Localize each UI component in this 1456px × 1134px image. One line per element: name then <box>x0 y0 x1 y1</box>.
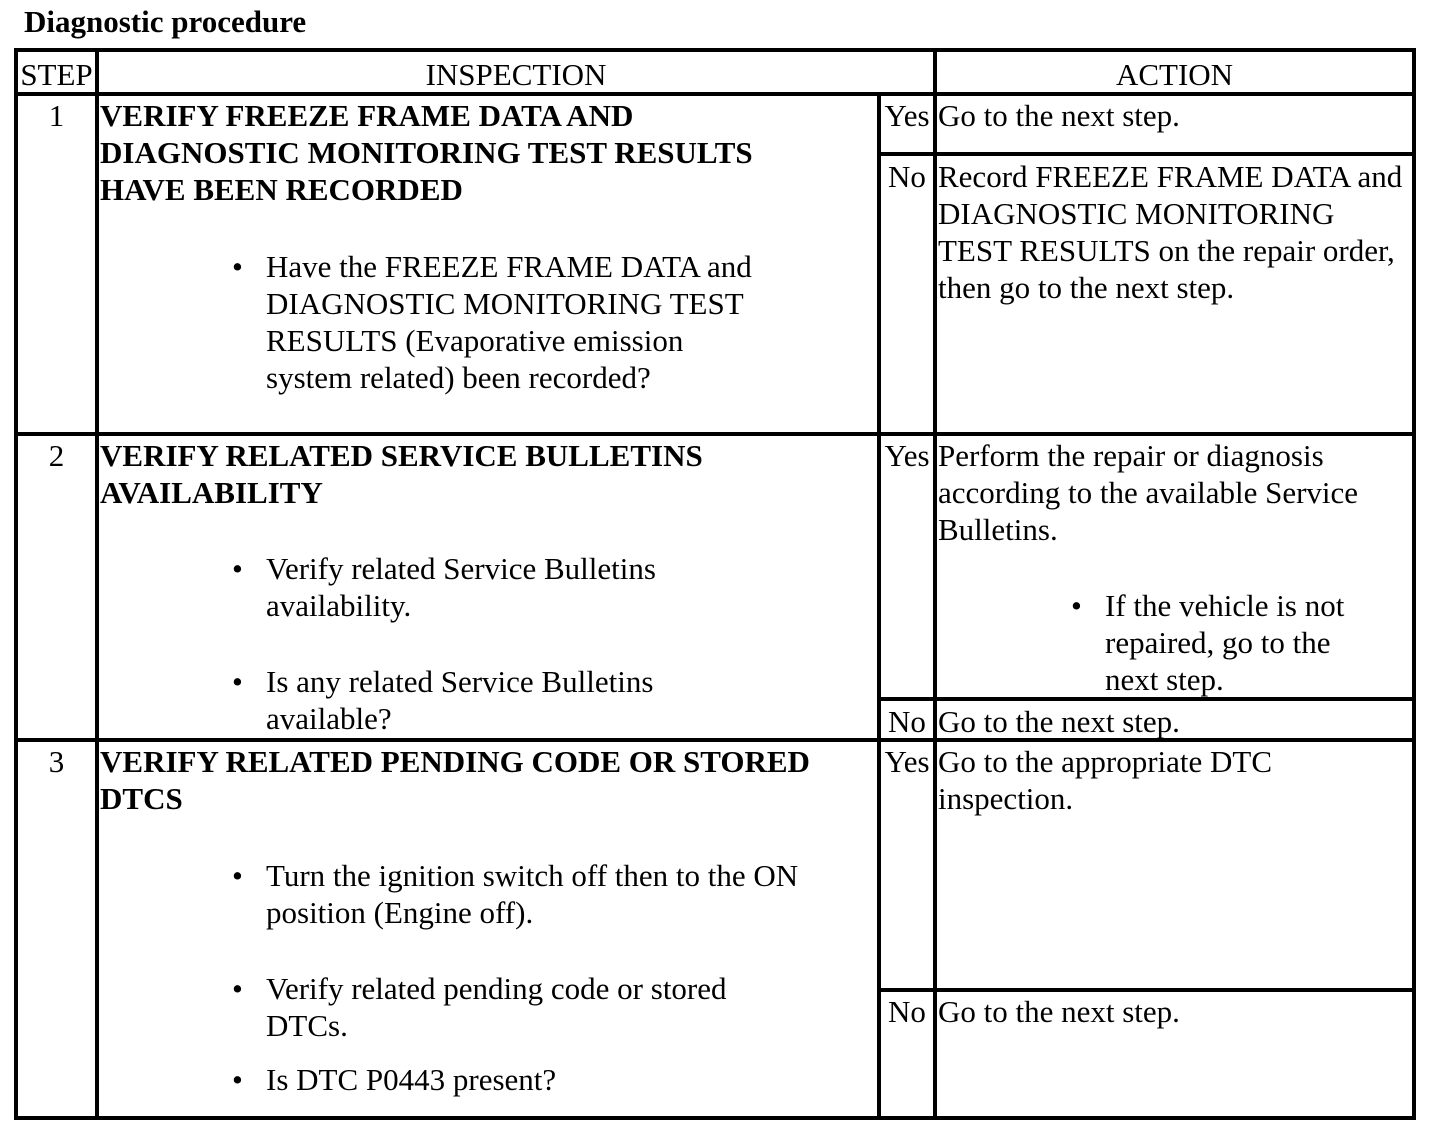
inspection-item: • Is any related Service Bulletins available? <box>232 663 772 737</box>
inspection-item: • Verify related pending code or stored DTCs. <box>232 970 812 1044</box>
step-heading: VERIFY RELATED SERVICE BULLETINS AVAILABILITY <box>100 438 703 510</box>
yes-label: Yes <box>884 744 930 779</box>
grid-line <box>95 52 99 1116</box>
yes-action: Go to the appropriate DTC inspection. <box>938 744 1273 816</box>
step-number: 2 <box>48 438 65 473</box>
no-label: No <box>888 994 926 1029</box>
inspection-item: • Have the FREEZE FRAME DATA and DIAGNOSTIC MONITORING TEST RESULTS (Evaporative emission system related) been recorded? <box>232 248 772 396</box>
no-action: Go to the next step. <box>938 994 1180 1029</box>
header-inspection: INSPECTION <box>425 57 607 92</box>
step-heading: VERIFY FREEZE FRAME DATA AND DIAGNOSTIC MONITORING TEST RESULTS HAVE BEEN RECORDED <box>100 98 753 207</box>
action-item: • If the vehicle is not repaired, go to the next step. <box>1071 587 1371 698</box>
yes-label: Yes <box>884 98 930 133</box>
step-number: 1 <box>48 98 65 133</box>
document-title: Diagnostic procedure <box>24 4 307 39</box>
inspection-list <box>232 248 772 396</box>
yes-label: Yes <box>884 438 930 473</box>
inspection-item: • Turn the ignition switch off then to the ON position (Engine off). <box>232 857 812 931</box>
header-step: STEP <box>20 57 93 92</box>
grid-line <box>879 152 1412 156</box>
yes-action: Perform the repair or diagnosis according to the available Service Bulletins. <box>938 438 1359 547</box>
grid-line <box>877 93 881 1116</box>
inspection-item: • Verify related Service Bulletins availability. <box>232 550 772 624</box>
step-number: 3 <box>48 744 65 779</box>
inspection-item: • Is DTC P0443 present? <box>232 1061 812 1098</box>
grid-line <box>18 432 1412 436</box>
no-action: Go to the next step. <box>938 704 1180 739</box>
no-action: Record FREEZE FRAME DATA and DIAGNOSTIC MONITORING TEST RESULTS on the repair order, then go to the next step. <box>938 159 1403 305</box>
action-list <box>1071 587 1371 698</box>
inspection-list <box>232 857 812 1098</box>
yes-action: Go to the next step. <box>938 98 1180 133</box>
grid-line <box>933 52 937 1116</box>
inspection-list <box>232 550 772 737</box>
grid-line <box>879 988 1412 992</box>
header-action: ACTION <box>1115 57 1234 92</box>
no-label: No <box>888 704 926 739</box>
no-label: No <box>888 159 926 194</box>
step-heading: VERIFY RELATED PENDING CODE OR STORED DTCS <box>100 744 810 816</box>
